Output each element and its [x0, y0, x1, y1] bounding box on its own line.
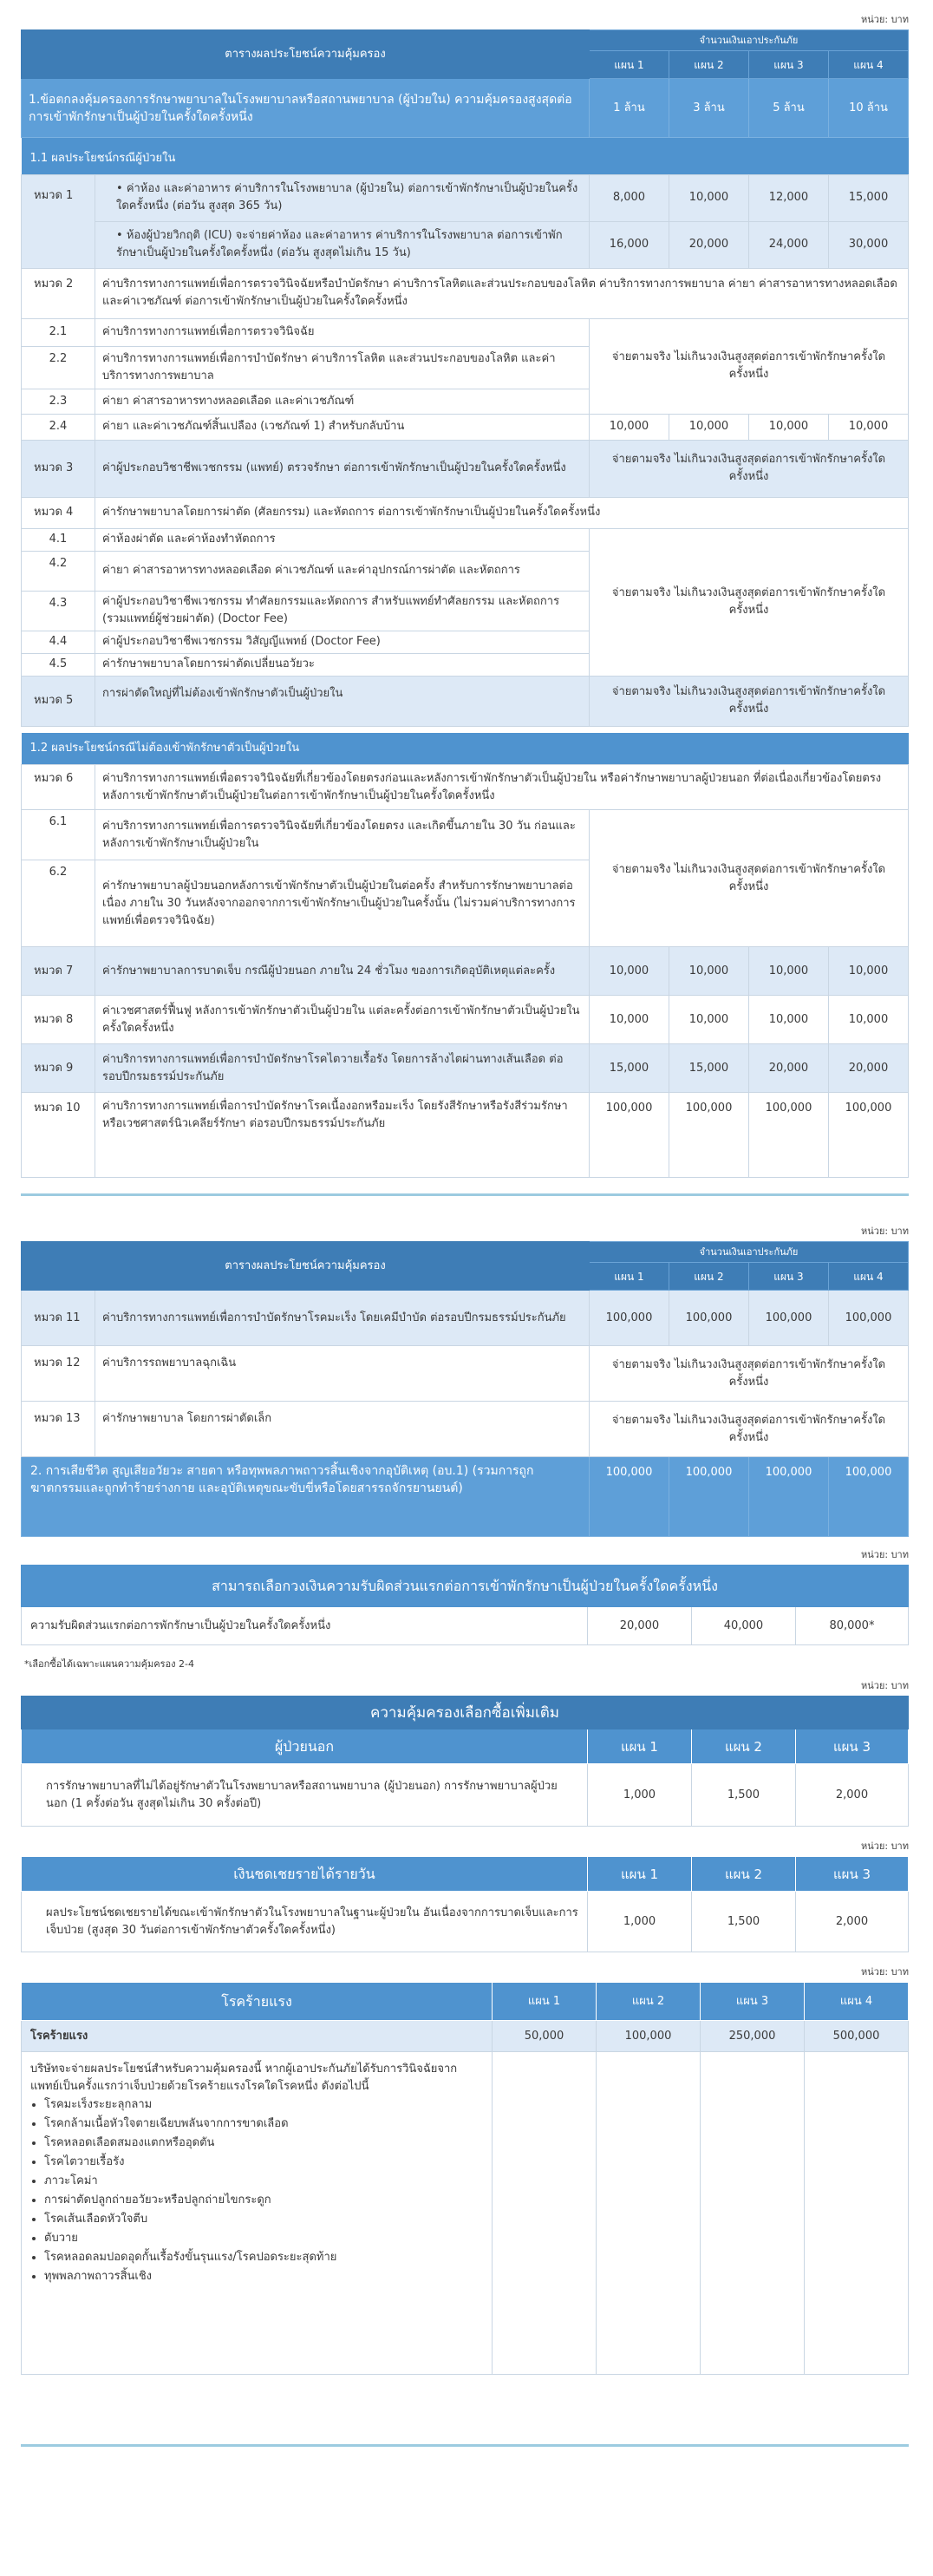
cell-value: 10,000	[748, 996, 828, 1044]
benefit-table	[21, 29, 909, 1178]
cat8-text: ค่าเวชศาสตร์ฟื้นฟู หลังการเข้าพักรักษาตัวเป็นผู้ป่วยใน แต่ละครั้งต่อการเข้าพักรักษาตัวเป็นผู้ป่วยในครั้งใดครั้งหนึ่ง	[95, 996, 590, 1044]
critical-desc-cell	[22, 2052, 493, 2375]
deductible-table	[21, 1565, 909, 1677]
opd-value: 1,000	[587, 1764, 691, 1827]
daily-header: เงินชดเชยรายได้รายวัน	[22, 1857, 588, 1892]
daily-value: 2,000	[796, 1892, 909, 1952]
cell-value: 100,000	[748, 1093, 828, 1178]
item-text: ค่าบริการทางการแพทย์เพื่อการตรวจวินิจฉัย	[95, 318, 590, 346]
plan-header: แผน 1	[589, 51, 669, 79]
item-no: 2.4	[22, 414, 95, 440]
critical-value: 250,000	[701, 2021, 805, 2052]
critical-value: 500,000	[805, 2021, 909, 2052]
plan-header: แผน 3	[795, 1729, 908, 1764]
item-no: 4.3	[22, 591, 95, 631]
critical-illness-table	[21, 1982, 909, 2375]
plan-header: แผน 2	[691, 1729, 795, 1764]
cell-value: 10,000	[828, 947, 908, 996]
row2-value: 100,000	[669, 1457, 748, 1537]
list-item: • ตับวาย	[44, 2229, 483, 2248]
cat6-text: ค่าบริการทางการแพทย์เพื่อตรวจวินิจฉัยที่เกี่ยวข้องโดยตรงก่อนและหลังการเข้าพักรักษาตัวเป็นผู้ป่วยใน หรือค่ารักษาพยาบาลผู้ป่วยนอก ที่ต่อเนื่องเกี่ยวข้องโดยตรงหลังการเข้าพักรักษาตัวเป็นผู้ป่วยในต่อการเข้าพักรักษาเป็นผู้ป่วยในครั้งใดครั้งหนึ่ง	[95, 765, 909, 810]
row2-value: 100,000	[748, 1457, 828, 1537]
plan-header: แผน 2	[692, 1857, 796, 1892]
actual-pay-text: จ่ายตามจริง ไม่เกินวงเงินสูงสุดต่อการเข้าพักรักษาครั้งใดครั้งหนึ่ง	[589, 528, 908, 676]
cat13-text: ค่ารักษาพยาบาล โดยการผ่าตัดเล็ก	[95, 1402, 590, 1457]
item-text: ค่าห้องผ่าตัด และค่าห้องทำหัตถการ	[95, 528, 590, 551]
critical-label: โรคร้ายแรง	[22, 2021, 493, 2052]
list-item: • การผ่าตัดปลูกถ่ายอวัยวะหรือปลูกถ่ายไขกระดูก	[44, 2191, 483, 2210]
cat2-text: ค่าบริการทางการแพทย์เพื่อการตรวจวินิจฉัยหรือบำบัดรักษา ค่าบริการโลหิตและส่วนประกอบของโลหิต ค่าบริการทางการพยาบาล ค่ายา ค่าสารอาหารทางหลอดเลือด และค่าเวชภัณฑ์ ต่อการเข้าพักรักษาเป็นผู้ป่วยในครั้งใดครั้งหนึ่ง	[95, 268, 909, 318]
category-label: หมวด 13	[22, 1402, 95, 1457]
unit-label: หน่วย: บาท	[860, 1680, 909, 1691]
list-item: • ภาวะโคม่า	[44, 2172, 483, 2191]
unit-label: หน่วย: บาท	[860, 14, 909, 25]
cell-value: 15,000	[669, 1044, 748, 1093]
unit-label: หน่วย: บาท	[860, 1840, 909, 1852]
cell-value: 15,000	[828, 174, 908, 221]
item-no: 6.1	[22, 810, 95, 860]
cell-value: 10,000	[669, 414, 748, 440]
item-no: 4.1	[22, 528, 95, 551]
cat3-text: ค่าผู้ประกอบวิชาชีพเวชกรรม (แพทย์) ตรวจรักษา ต่อการเข้าพักรักษาเป็นผู้ป่วยในครั้งใดครั้งหนึ่ง	[95, 440, 590, 497]
item-no: 4.4	[22, 631, 95, 653]
opd-value: 1,500	[691, 1764, 795, 1827]
plan-header: แผน 1	[587, 1729, 691, 1764]
deductible-title: สามารถเลือกวงเงินความรับผิดส่วนแรกต่อการเข้าพักรักษาเป็นผู้ป่วยในครั้งใดครั้งหนึ่ง	[22, 1566, 909, 1607]
optional-title: ความคุ้มครองเลือกซื้อเพิ่มเติม	[22, 1697, 909, 1729]
unit-label: หน่วย: บาท	[860, 1226, 909, 1237]
cell-value: 10,000	[828, 996, 908, 1044]
critical-value: 50,000	[493, 2021, 597, 2052]
cell-value: 10,000	[828, 414, 908, 440]
item-text: ค่ายา ค่าสารอาหารทางหลอดเลือด และค่าเวชภัณฑ์	[95, 389, 590, 414]
cell-value: 10,000	[748, 414, 828, 440]
critical-title: โรคร้ายแรง	[22, 1983, 493, 2021]
cat1-icu-text: • ห้องผู้ป่วยวิกฤติ (ICU) จะจ่ายค่าห้อง และค่าอาหาร ค่าบริการในโรงพยาบาล ต่อการเข้าพักรักษาเป็นผู้ป่วยในครั้งใดครั้งหนึ่ง (ต่อวัน สูงสุดไม่เกิน 15 วัน)	[95, 221, 590, 268]
cell-value: 20,000	[748, 1044, 828, 1093]
table-title: ตารางผลประโยชน์ความคุ้มครอง	[22, 1242, 590, 1291]
cell-value: 12,000	[748, 174, 828, 221]
plan-header: แผน 3	[748, 51, 828, 79]
row1-text: 1.ข้อตกลงคุ้มครองการรักษาพยาบาลในโรงพยาบาลหรือสถานพยาบาล (ผู้ป่วยใน) ความคุ้มครองสูงสุดต่อการเข้าพักรักษาเป็นผู้ป่วยในครั้งใดครั้งหนึ่ง	[22, 79, 590, 138]
category-label: หมวด 5	[22, 676, 95, 726]
category-label: หมวด 10	[22, 1093, 95, 1178]
section-1-2: 1.2 ผลประโยชน์กรณีไม่ต้องเข้าพักรักษาตัวเป็นผู้ป่วยใน	[22, 733, 909, 765]
plan-header: แผน 1	[588, 1857, 692, 1892]
row2-value: 100,000	[589, 1457, 669, 1537]
daily-text: ผลประโยชน์ชดเชยรายได้ขณะเข้าพักรักษาตัวในโรงพยาบาลในฐานะผู้ป่วยใน อันเนื่องจากการบาดเจ็บและการเจ็บป่วย (สูงสุด 30 วันต่อการเข้าพักรักษาตัวครั้งใดครั้งหนึ่ง)	[22, 1892, 588, 1952]
daily-value: 1,500	[692, 1892, 796, 1952]
plan-header: แผน 2	[669, 51, 748, 79]
opd-value: 2,000	[795, 1764, 908, 1827]
cell-value: 30,000	[828, 221, 908, 268]
item-text: ค่ายา และค่าเวชภัณฑ์สิ้นเปลือง (เวชภัณฑ์ 1) สำหรับกลับบ้าน	[95, 414, 590, 440]
list-item: • โรคหลอดเลือดสมองแตกหรืออุดตัน	[44, 2134, 483, 2153]
plan-header: แผน 1	[589, 1263, 669, 1291]
item-text: ค่าผู้ประกอบวิชาชีพเวชกรรม วิสัญญีแพทย์ (Doctor Fee)	[95, 631, 590, 653]
actual-pay-text: จ่ายตามจริง ไม่เกินวงเงินสูงสุดต่อการเข้าพักรักษาครั้งใดครั้งหนึ่ง	[589, 1346, 908, 1402]
cat12-text: ค่าบริการรถพยาบาลฉุกเฉิน	[95, 1346, 590, 1402]
list-item: • โรคมะเร็งระยะลุกลาม	[44, 2095, 483, 2115]
item-no: 2.2	[22, 346, 95, 389]
deductible-value: 80,000*	[795, 1607, 908, 1645]
plan-header: แผน 1	[493, 1983, 597, 2021]
cell-value: 16,000	[589, 221, 669, 268]
benefit-table-continued	[21, 1241, 909, 1537]
actual-pay-text: จ่ายตามจริง ไม่เกินวงเงินสูงสุดต่อการเข้าพักรักษาครั้งใดครั้งหนึ่ง	[589, 810, 908, 947]
cell-value: 20,000	[828, 1044, 908, 1093]
category-label: หมวด 4	[22, 497, 95, 528]
cat10-text: ค่าบริการทางการแพทย์เพื่อการบำบัดรักษาโรคเนื้องอกหรือมะเร็ง โดยรังสีรักษาหรือรังสีร่วมรักษาหรือเวชศาสตร์นิวเคลียร์รักษา ต่อรอบปีกรมธรรม์ประกันภัย	[95, 1093, 590, 1178]
category-label: หมวด 6	[22, 765, 95, 810]
row1-value: 10 ล้าน	[828, 79, 908, 138]
cell-value: 15,000	[589, 1044, 669, 1093]
list-item: • โรคหลอดลมปอดอุดกั้นเรื้อรังขั้นรุนแรง/โรคปอดระยะสุดท้าย	[44, 2248, 483, 2267]
deductible-note: *เลือกซื้อได้เฉพาะแผนความคุ้มครอง 2-4	[24, 1658, 194, 1670]
list-item: • โรคกล้ามเนื้อหัวใจตายเฉียบพลันจากการขาดเลือด	[44, 2115, 483, 2134]
cell-value: 10,000	[669, 996, 748, 1044]
cell-value: 100,000	[669, 1093, 748, 1178]
opd-text: การรักษาพยาบาลที่ไม่ได้อยู่รักษาตัวในโรงพยาบาลหรือสถานพยาบาล (ผู้ป่วยนอก) การรักษาพยาบาลผู้ป่วยนอก (1 ครั้งต่อวัน สูงสุดไม่เกิน 30 ครั้งต่อปี)	[22, 1764, 588, 1827]
category-label: หมวด 3	[22, 440, 95, 497]
row1-value: 1 ล้าน	[589, 79, 669, 138]
cell-value: 10,000	[748, 947, 828, 996]
cat11-text: ค่าบริการทางการแพทย์เพื่อการบำบัดรักษาโรคมะเร็ง โดยเคมีบำบัด ต่อรอบปีกรมธรรม์ประกันภัย	[95, 1291, 590, 1346]
disease-list	[30, 2095, 483, 2286]
item-no: 4.2	[22, 551, 95, 591]
cell-value: 20,000	[669, 221, 748, 268]
actual-pay-text: จ่ายตามจริง ไม่เกินวงเงินสูงสุดต่อการเข้าพักรักษาครั้งใดครั้งหนึ่ง	[589, 1402, 908, 1457]
cat7-text: ค่ารักษาพยาบาลการบาดเจ็บ กรณีผู้ป่วยนอก ภายใน 24 ชั่วโมง ของการเกิดอุบัติเหตุแต่ละครั้ง	[95, 947, 590, 996]
item-text: ค่าบริการทางการแพทย์เพื่อการบำบัดรักษา ค่าบริการโลหิต และส่วนประกอบของโลหิต และค่าบริการทางการพยาบาล	[95, 346, 590, 389]
list-item: • ทุพพลภาพถาวรสิ้นเชิง	[44, 2267, 483, 2286]
cell-value: 100,000	[589, 1093, 669, 1178]
cell-value: 8,000	[589, 174, 669, 221]
cell-value: 100,000	[828, 1291, 908, 1346]
actual-pay-text: จ่ายตามจริง ไม่เกินวงเงินสูงสุดต่อการเข้าพักรักษาครั้งใดครั้งหนึ่ง	[589, 676, 908, 726]
category-label: หมวด 8	[22, 996, 95, 1044]
item-no: 2.1	[22, 318, 95, 346]
cell-value: 100,000	[589, 1291, 669, 1346]
category-label: หมวด 1	[22, 174, 95, 268]
bullet-icon: •	[116, 229, 127, 242]
cell-value: 10,000	[589, 414, 669, 440]
category-label: หมวด 12	[22, 1346, 95, 1402]
cell-value: 24,000	[748, 221, 828, 268]
deductible-value: 20,000	[587, 1607, 691, 1645]
item-text: ค่ารักษาพยาบาลโดยการผ่าตัดเปลี่ยนอวัยวะ	[95, 653, 590, 676]
item-text: ค่าผู้ประกอบวิชาชีพเวชกรรม ทำศัลยกรรมและหัตถการ สำหรับแพทย์ทำศัลยกรรม และหัตถการ (รวมแพทย์ผู้ช่วยผ่าตัด) (Doctor Fee)	[95, 591, 590, 631]
plan-header: แผน 2	[669, 1263, 748, 1291]
plan-header: แผน 3	[748, 1263, 828, 1291]
critical-desc: บริษัทจะจ่ายผลประโยชน์สำหรับความคุ้มครองนี้ หากผู้เอาประกันภัยได้รับการวินิจฉัยจากแพทย์เป็นครั้งแรกว่าเจ็บป่วยด้วยโรคร้ายแรงโรคใดโรคหนึ่ง ดังต่อไปนี้	[30, 2063, 458, 2093]
actual-pay-text: จ่ายตามจริง ไม่เกินวงเงินสูงสุดต่อการเข้าพักรักษาครั้งใดครั้งหนึ่ง	[589, 318, 908, 414]
category-label: หมวด 2	[22, 268, 95, 318]
unit-label: หน่วย: บาท	[860, 1549, 909, 1560]
cat5-text: การผ่าตัดใหญ่ที่ไม่ต้องเข้าพักรักษาตัวเป็นผู้ป่วยใน	[95, 676, 590, 726]
category-label: หมวด 7	[22, 947, 95, 996]
plan-header: แผน 3	[796, 1857, 909, 1892]
sum-insured-label: จำนวนเงินเอาประกันภัย	[589, 30, 908, 51]
item-no: 6.2	[22, 860, 95, 947]
plan-header: แผน 2	[597, 1983, 701, 2021]
daily-value: 1,000	[588, 1892, 692, 1952]
item-text: ค่าบริการทางการแพทย์เพื่อการตรวจวินิจฉัยที่เกี่ยวข้องโดยตรง และเกิดขึ้นภายใน 30 วัน ก่อนและหลังการเข้าพักรักษาเป็นผู้ป่วยใน	[95, 810, 590, 860]
row2-text: 2. การเสียชีวิต สูญเสียอวัยวะ สายตา หรือทุพพลภาพถาวรสิ้นเชิงจากอุบัติเหตุ (อบ.1) (รวมการถูกฆาตกรรมและถูกทำร้ายร่างกาย และอุบัติเหตุขณะขับขี่หรือโดยสารรถจักรยานยนต์)	[22, 1457, 590, 1537]
cell-value: 10,000	[589, 996, 669, 1044]
list-item: • โรคไตวายเรื้อรัง	[44, 2153, 483, 2172]
category-label: หมวด 9	[22, 1044, 95, 1093]
actual-pay-text: จ่ายตามจริง ไม่เกินวงเงินสูงสุดต่อการเข้าพักรักษาครั้งใดครั้งหนึ่ง	[589, 440, 908, 497]
table-title: ตารางผลประโยชน์ความคุ้มครอง	[22, 30, 590, 79]
cell-value: 100,000	[828, 1093, 908, 1178]
item-no: 4.5	[22, 653, 95, 676]
cell-value: 100,000	[748, 1291, 828, 1346]
item-text: ค่ายา ค่าสารอาหารทางหลอดเลือด ค่าเวชภัณฑ์ และค่าอุปกรณ์การผ่าตัด และหัตถการ	[95, 551, 590, 591]
opd-header: ผู้ป่วยนอก	[22, 1729, 588, 1764]
cell-value: 10,000	[589, 947, 669, 996]
sum-insured-label: จำนวนเงินเอาประกันภัย	[589, 1242, 908, 1263]
bullet-icon: •	[116, 182, 127, 195]
section-1-1: 1.1 ผลประโยชน์กรณีผู้ป่วยใน	[22, 143, 909, 175]
cell-value: 100,000	[669, 1291, 748, 1346]
plan-header: แผน 4	[828, 1263, 908, 1291]
cat1-room-text: • ค่าห้อง และค่าอาหาร ค่าบริการในโรงพยาบาล (ผู้ป่วยใน) ต่อการเข้าพักรักษาเป็นผู้ป่วยในครั้งใดครั้งหนึ่ง (ต่อวัน สูงสุด 365 วัน)	[95, 174, 590, 221]
row1-value: 5 ล้าน	[748, 79, 828, 138]
cell-value: 10,000	[669, 174, 748, 221]
cat9-text: ค่าบริการทางการแพทย์เพื่อการบำบัดรักษาโรคไตวายเรื้อรัง โดยการล้างไตผ่านทางเส้นเลือด ต่อรอบปีกรมธรรม์ประกันภัย	[95, 1044, 590, 1093]
unit-label: หน่วย: บาท	[860, 1966, 909, 1978]
category-label: หมวด 11	[22, 1291, 95, 1346]
item-text: ค่ารักษาพยาบาลผู้ป่วยนอกหลังการเข้าพักรักษาตัวเป็นผู้ป่วยในต่อครั้ง สำหรับการรักษาพยาบาลต่อเนื่อง ภายใน 30 วันหลังจากออกจากการเข้าพักรักษาเป็นผู้ป่วยในครั้งนั้น (ไม่รวมค่าบริการทางการแพทย์เพื่อตรวจวินิจฉัย)	[95, 860, 590, 947]
optional-coverage-table	[21, 1696, 909, 1827]
row1-value: 3 ล้าน	[669, 79, 748, 138]
plan-header: แผน 3	[701, 1983, 805, 2021]
plan-header: แผน 4	[805, 1983, 909, 2021]
list-item: • โรคเส้นเลือดหัวใจตีบ	[44, 2210, 483, 2229]
cat4-text: ค่ารักษาพยาบาลโดยการผ่าตัด (ศัลยกรรม) และหัตถการ ต่อการเข้าพักรักษาเป็นผู้ป่วยในครั้งใดครั้งหนึ่ง	[95, 497, 909, 528]
row2-value: 100,000	[828, 1457, 908, 1537]
item-no: 2.3	[22, 389, 95, 414]
plan-header: แผน 4	[828, 51, 908, 79]
deductible-label: ความรับผิดส่วนแรกต่อการพักรักษาเป็นผู้ป่วยในครั้งใดครั้งหนึ่ง	[22, 1607, 588, 1645]
critical-value: 100,000	[597, 2021, 701, 2052]
daily-compensation-table	[21, 1856, 909, 1952]
cell-value: 10,000	[669, 947, 748, 996]
deductible-value: 40,000	[691, 1607, 795, 1645]
